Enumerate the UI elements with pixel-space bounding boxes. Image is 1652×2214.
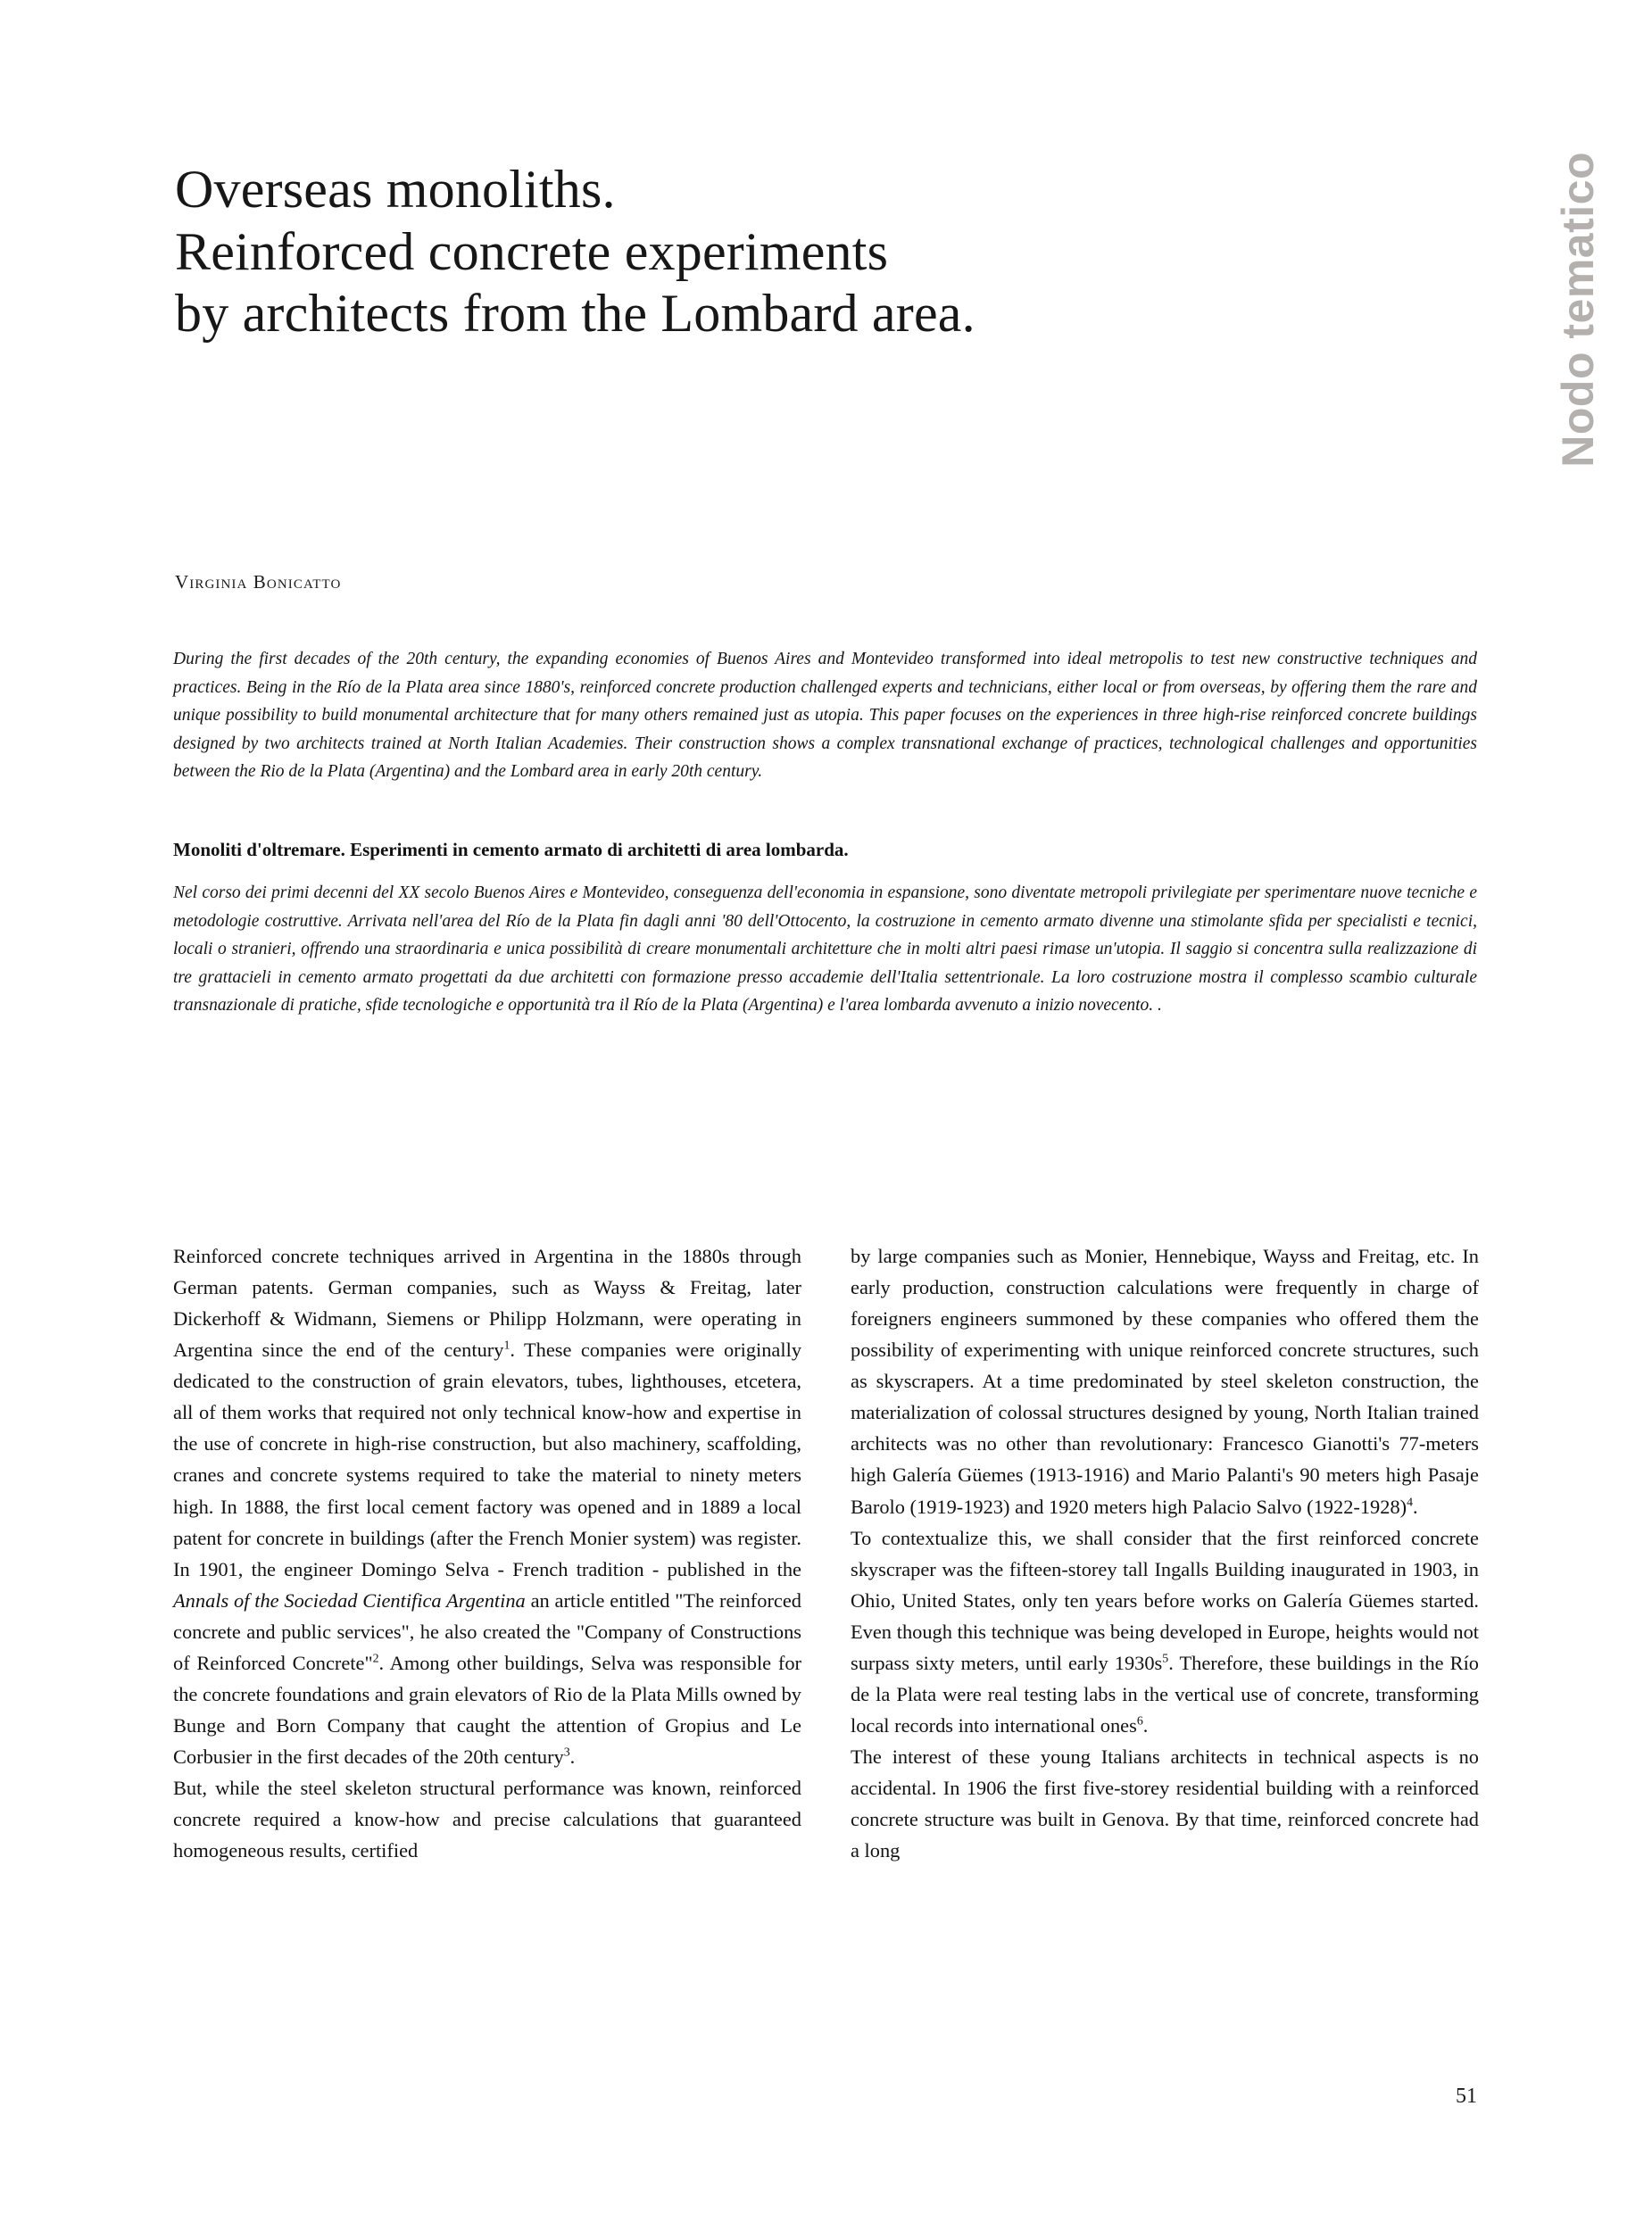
body-columns [173,1240,1479,1866]
footnote-ref: 5 [1162,1652,1169,1666]
abstract-italian-title: Monoliti d'oltremare. Esperimenti in cemento armato di architetti di area lombarda. [173,839,849,860]
text-run: . [1142,1713,1149,1737]
page-number: 51 [1456,2085,1477,2108]
journal-title: Annals of the Sociedad Cientifica Argentina [173,1588,526,1612]
title-line-2: Reinforced concrete experiments [175,221,889,281]
abstract-italian: Nel corso dei primi decenni del XX secolo Buenos Aires e Montevideo, conseguenza dell'economia in espansione, sono diventate metropoli privilegiate per sperimentare nuove tecniche e metodologie costruttive. Arrivata nell'area del Río de la Plata fin dagli anni '80 dell'Ottocento, la costruzione in cemento armato divenne una stimolante sfida per specialisti e tecnici, locali o stranieri, offrendo una straordinaria e unica possibilità di creare monumentali architetture che in molti altri paesi rimase un'utopia. Il saggio si concentra sulla realizzazione di tre grattacieli in cemento armato progettati da due architetti con formazione presso accademie dell'Italia settentrionale. La loro costruzione mostra il complesso scambio culturale transnazionale di pratiche, sfide tecnologiche e opportunità tra il Río de la Plata (Argentina) e l'area lombarda avvenuto a inizio novecento. . [173,883,1477,1016]
text-run: Reinforced concrete techniques arrived in Argentina in the 1880s through German patents. German companies, such as Wayss & Freitag, later Dickerhoff & Widmann, Siemens or Philipp Holzmann, were operating in Argentina since the end of the century [173,1245,801,1362]
paragraph [173,1772,801,1866]
section-label: Nodo tematico [1553,152,1603,468]
text-run: . [569,1745,576,1768]
text-run: . [1413,1495,1418,1518]
text-run: . These companies were originally dedicated to the construction of grain elevators, tubes, lighthouses, etcetera, all of them works that required not only technical know-how and expertise in the use of concrete in high-rise construction, but also machinery, scaffolding, cranes and concrete systems required to take the material to ninety meters high. In 1888, the first local cement factory was opened and in 1889 a local patent for concrete in buildings (after the French Monier system) was register. In 1901, the engineer Domingo Selva - French tradition - published in the [173,1339,802,1580]
paragraph [851,1741,1479,1866]
text-run: The interest of these young Italians architects in technical aspects is no accidental. In 1906 the first five-storey residential building with a reinforced concrete structure was built in Genova. By that time, reinforced concrete had a long [851,1745,1479,1862]
text-run: To contextualize this, we shall consider that the first reinforced concrete skyscraper was the fifteen-storey tall Ingalls Building inaugurated in 1903, in Ohio, United States, only ten years before works on Galería Güemes started. Even though this technique was being developed in Europe, heights would not surpass sixty meters, until early 1930s [851,1526,1479,1674]
title-line-3: by architects from the Lombard area. [175,284,975,344]
footnote-ref: 2 [372,1652,379,1666]
paragraph [851,1522,1479,1741]
abstract-english: During the first decades of the 20th century, the expanding economies of Buenos Aires and Montevideo transformed into ideal metropolis to test new constructive techniques and practices. Being in the Río de la Plata area since 1880's, reinforced concrete production challenged experts and technicians, either local or from overseas, by offering them the rare and unique possibility to build monumental architecture that for many others remained just as utopia. This paper focuses on the experiences in three high-rise reinforced concrete buildings designed by two architects trained at North Italian Academies. Their construction shows a complex transnational exchange of practices, technological challenges and opportunities between the Rio de la Plata (Argentina) and the Lombard area in early 20th century. [173,650,1477,782]
body-column-left [173,1240,801,1866]
title-line-1: Overseas monoliths. [175,160,616,219]
text-run: . Therefore, these buildings in the Río de la Plata were real testing labs in the vertical use of concrete, transforming local records into international ones [851,1651,1480,1737]
text-run: an article entitled "The reinforced concrete and public services", he also created the "Company of Constructions of Reinforced Concrete" [173,1588,801,1674]
footnote-ref: 6 [1136,1714,1143,1729]
paragraph [851,1240,1479,1522]
footnote-ref: 4 [1407,1496,1414,1510]
paragraph [173,1240,801,1772]
text-run: by large companies such as Monier, Hennebique, Wayss and Freitag, etc. In early production, construction calculations were frequently in charge of foreigners engineers summoned by these companies who offered them the possibility of experimenting with unique reinforced concrete structures, such as skyscrapers. At a time predominated by steel skeleton construction, the materialization of colossal structures designed by young, North Italian trained architects was no other than revolutionary: Francesco Gianotti's 77-meters high Galería Güemes (1913-1916) and Mario Palanti's 90 meters high Pasaje Barolo (1919-1923) and 1920 meters high Palacio Salvo (1922-1928) [851,1245,1479,1518]
body-column-right [851,1240,1479,1866]
text-run: But, while the steel skeleton structural performance was known, reinforced concrete required a know-how and precise calculations that guaranteed homogeneous results, certified [173,1777,801,1862]
footnote-ref: 1 [503,1339,511,1353]
page-title [175,159,1442,345]
author-name: Virginia Bonicatto [175,571,342,593]
text-run: . Among other buildings, Selva was responsible for the concrete foundations and grain elevators of Rio de la Plata Mills owned by Bunge and Born Company that caught the attention of Gropius and Le Corbusier in the first decades of the 20th century [173,1651,801,1768]
footnote-ref: 3 [563,1745,570,1760]
